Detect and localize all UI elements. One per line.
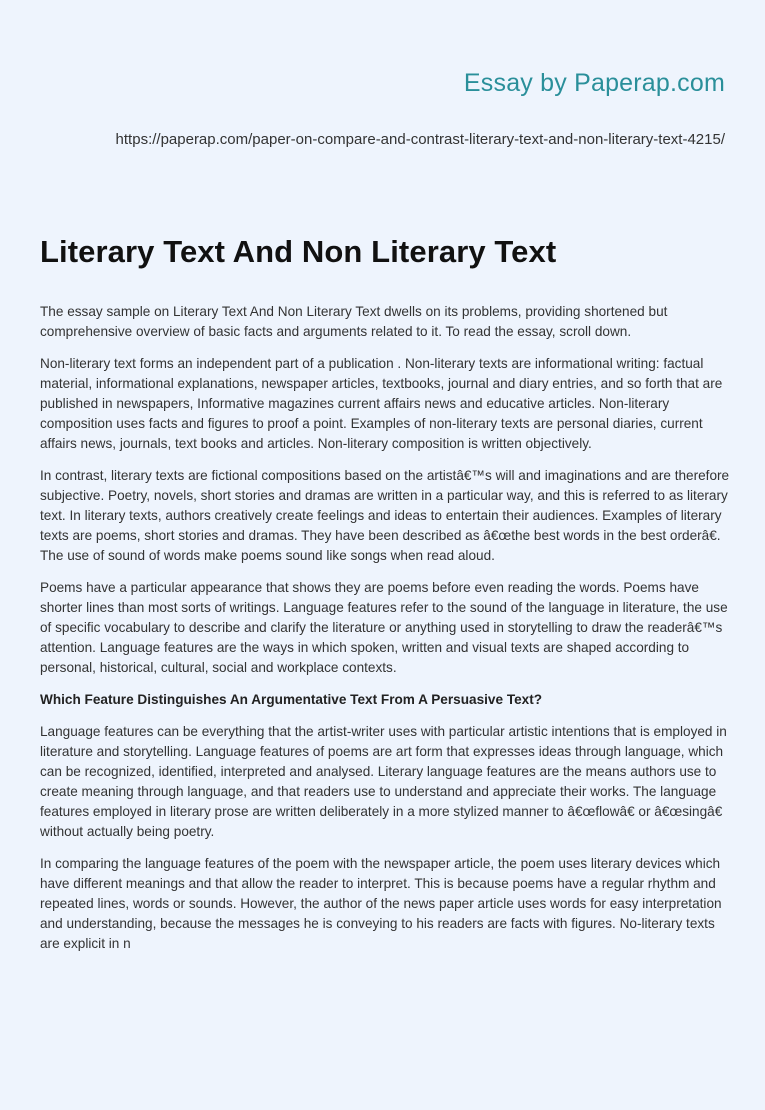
section-subheading: Which Feature Distinguishes An Argumentative Text From A Persuasive Text?	[40, 692, 543, 707]
paragraph-3: Poems have a particular appearance that shows they are poems before even reading the words. Poems have shorter lines than most sorts of writings. Language features refer to the sound of the language in literature, the use of specific vocabulary to describe and clarify the literature or anything used in storytelling to draw the readerâ€™s attention. Language features are the ways in which spoken, written and visual texts are shaped according to personal, historical, cultural, social and workplace contexts.	[40, 580, 728, 675]
brand-link[interactable]: Essay by Paperap.com	[463, 69, 725, 97]
paragraph-1: Non-literary text forms an independent part of a publication . Non-literary texts are informational writing: factual material, informational explanations, newspaper articles, textbooks, journal and diary entries, and so forth that are published in newspapers, Informative magazines current affairs news and educative articles. Non-literary composition uses facts and figures to proof a point. Examples of non-literary texts are personal diaries, current affairs news, journals, text books and articles. Non-literary composition is written objectively.	[40, 356, 723, 451]
paragraph-4: Language features can be everything that the artist-writer uses with particular artistic intentions that is employed in literature and storytelling. Language features of poems are art form that expresses ideas through language, which can be recognized, identified, interpreted and analysed. Literary language features are the means authors use to create meaning through language, and that readers use to understand and appreciate their works. The language features employed in literary prose are written deliberately in a more stylized manner to â€œflowâ€ or â€œsingâ€ without actually being poetry.	[40, 724, 727, 839]
paragraph-2: In contrast, literary texts are fictional compositions based on the artistâ€™s will and imaginations and are therefore subjective. Poetry, novels, short stories and dramas are written in a particular way, and this is referred to as literary text. In literary texts, authors creatively create feelings and ideas to entertain their audiences. Examples of literary texts are poems, short stories and dramas. They have been described as â€œthe best words in the best orderâ€. The use of sound of words make poems sound like songs when read aloud.	[40, 468, 730, 563]
intro-paragraph: The essay sample on Literary Text And Non Literary Text dwells on its problems, providing shortened but comprehensive overview of basic facts and arguments related to it. To read the essay, scroll down.	[40, 304, 668, 339]
article-body	[40, 302, 730, 966]
paragraph-5: In comparing the language features of the poem with the newspaper article, the poem uses literary devices which have different meanings and that allow the reader to interpret. This is because poems have a regular rhythm and repeated lines, words or sounds. However, the author of the news paper article uses words for easy interpretation and understanding, because the messages he is conveying to his readers are facts with figures. No-literary texts are explicit in n	[40, 856, 722, 951]
source-url[interactable]: https://paperap.com/paper-on-compare-and-contrast-literary-text-and-non-literary-text-4215/	[115, 131, 725, 148]
page-title: Literary Text And Non Literary Text	[40, 234, 557, 269]
